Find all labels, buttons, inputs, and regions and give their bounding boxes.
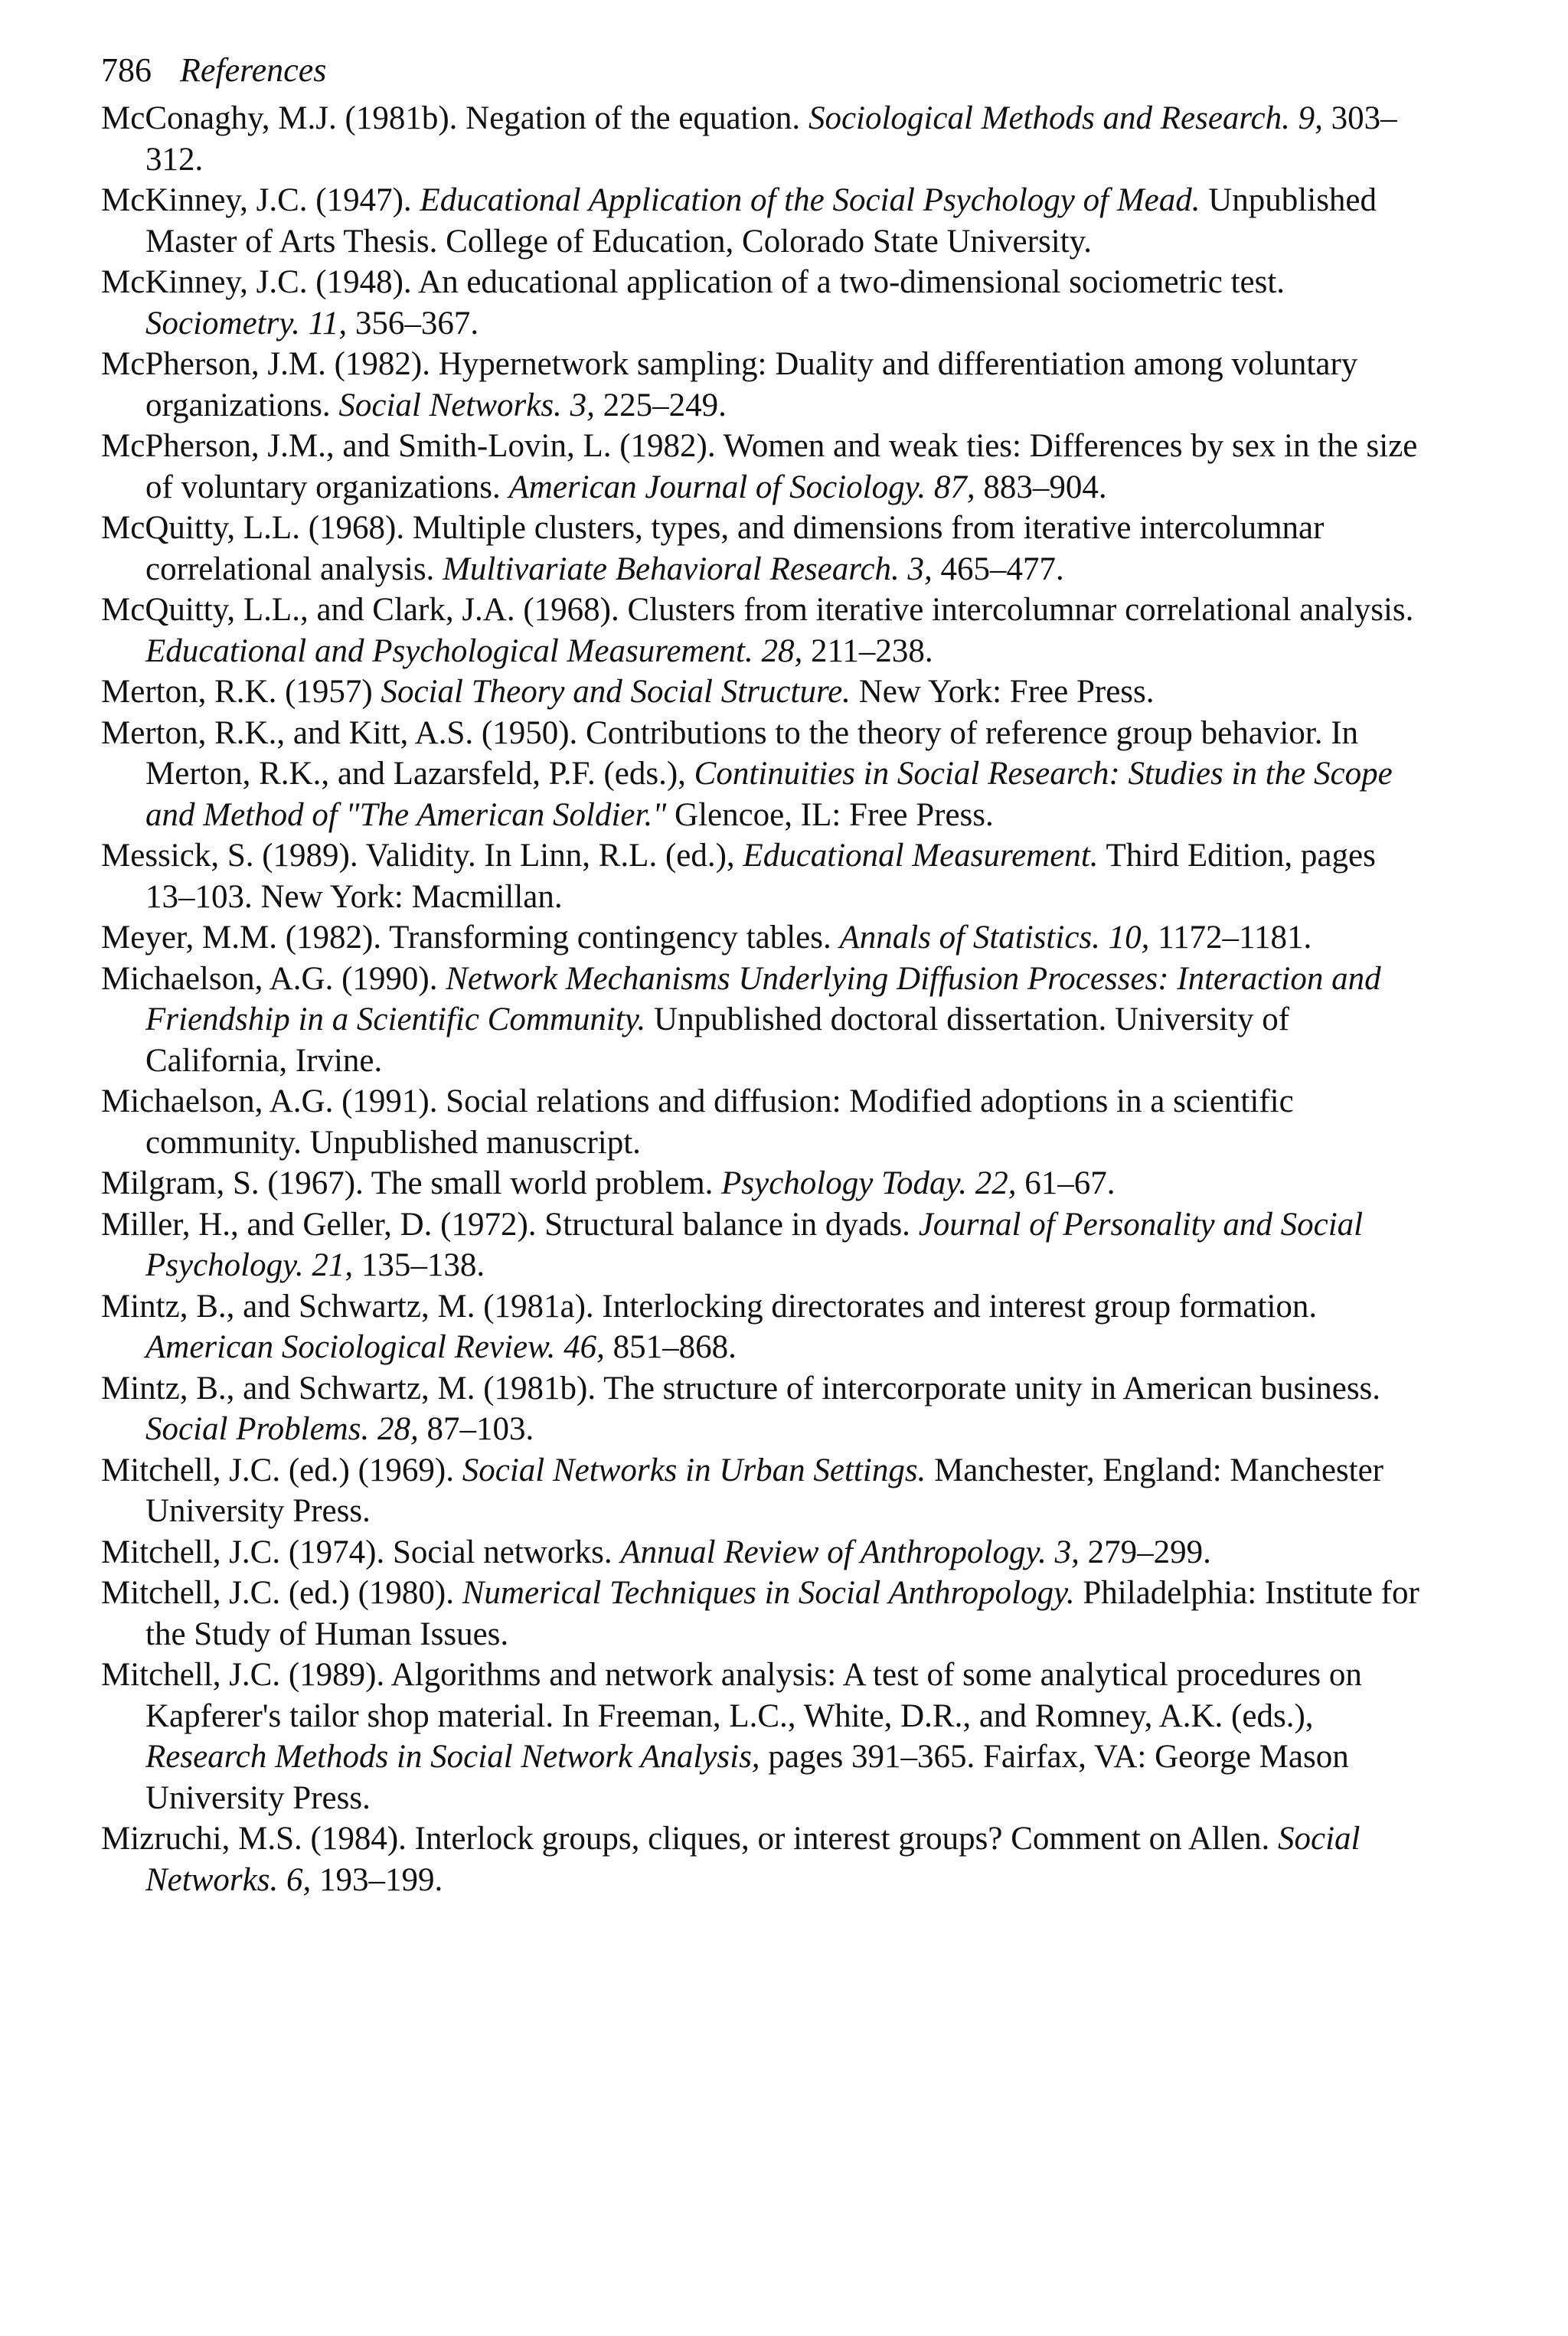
reference-entry	[101, 671, 1433, 713]
reference-italic-text: Research Methods in Social Network Analysis,	[145, 1739, 760, 1775]
reference-italic-text: Social Networks in Urban Settings.	[462, 1452, 926, 1488]
reference-text: Mintz, B., and Schwartz, M. (1981b). The structure of intercorporate unity in American business.	[101, 1370, 1381, 1407]
reference-text: 61–67.	[1016, 1165, 1116, 1201]
reference-text: Mitchell, J.C. (1974). Social networks.	[101, 1534, 621, 1570]
reference-italic-text: Sociological Methods and Research.	[808, 100, 1290, 136]
reference-text	[753, 633, 762, 669]
reference-italic-text: 11,	[308, 305, 348, 341]
page-header	[101, 47, 1433, 98]
reference-entry	[101, 1573, 1433, 1655]
reference-italic-text: Educational Measurement.	[743, 838, 1099, 874]
reference-italic-text: 87,	[933, 469, 975, 505]
reference-text: McKinney, J.C. (1948). An educational application of a two-dimensional sociometric test.	[101, 264, 1285, 300]
reference-entry	[101, 1450, 1433, 1532]
reference-text: 1172–1181.	[1149, 920, 1312, 956]
reference-text: 193–199.	[311, 1861, 443, 1898]
reference-italic-text: Educational and Psychological Measurement.	[145, 632, 753, 669]
reference-italic-text: American Sociological Review.	[145, 1329, 556, 1365]
reference-italic-text: 3,	[907, 551, 933, 587]
reference-entry	[101, 1655, 1433, 1818]
reference-text: McKinney, J.C. (1947).	[101, 182, 420, 218]
reference-entry	[101, 344, 1433, 426]
reference-text: 465–477.	[932, 551, 1064, 587]
reference-text: Mitchell, J.C. (1989). Algorithms and network analysis: A test of some analytical procedures on Kapferer's tailor shop material. In Freeman, L.C., White, D.R., and Romney, A.K. (eds.),	[101, 1657, 1362, 1734]
reference-italic-text: Educational Application of the Social Psychology of Mead.	[420, 182, 1200, 218]
reference-italic-text: Annual Review of Anthropology.	[620, 1534, 1047, 1570]
reference-italic-text: Network Mechanisms Underlying Diffusion Processes: Interaction and Friendship in a Scientific Community.	[145, 960, 1381, 1037]
reference-entry	[101, 508, 1433, 590]
reference-entry	[101, 98, 1433, 180]
reference-text: McPherson, J.M., and Smith-Lovin, L. (1982). Women and weak ties: Differences by sex in the size of voluntary organizations.	[101, 428, 1418, 505]
reference-entry	[101, 1204, 1433, 1286]
reference-text: Manchester, England: Manchester University Press.	[145, 1452, 1383, 1529]
reference-italic-text: Sociometry.	[145, 305, 300, 341]
reference-text: pages 391–365. Fairfax, VA: George Mason University Press.	[145, 1739, 1349, 1816]
reference-italic-text: American Journal of Sociology.	[508, 469, 926, 505]
reference-italic-text: 21,	[312, 1247, 354, 1283]
reference-text: Michaelson, A.G. (1990).	[101, 960, 446, 997]
reference-italic-text: 22,	[975, 1165, 1017, 1201]
reference-entry	[101, 1163, 1433, 1204]
page-number: 786	[101, 51, 152, 89]
reference-text	[967, 1165, 975, 1201]
reference-italic-text: Psychology Today.	[721, 1165, 968, 1201]
reference-text	[926, 469, 934, 505]
reference-text	[555, 1329, 564, 1365]
reference-italic-text: 3,	[1054, 1534, 1080, 1570]
reference-entry	[101, 917, 1433, 959]
reference-italic-text: Annals of Statistics.	[839, 920, 1100, 956]
reference-text: 135–138.	[353, 1247, 485, 1283]
reference-text	[300, 305, 309, 341]
reference-text: 303–312.	[145, 100, 1397, 178]
reference-text: Glencoe, IL: Free Press.	[666, 796, 994, 833]
reference-entry	[101, 1532, 1433, 1573]
reference-italic-text: Social Networks.	[145, 1821, 1361, 1898]
reference-text: Mitchell, J.C. (ed.) (1969).	[101, 1452, 462, 1488]
reference-entry	[101, 590, 1433, 671]
reference-text: Milgram, S. (1967). The small world problem.	[101, 1165, 722, 1201]
reference-text: 279–299.	[1079, 1534, 1211, 1570]
reference-text	[562, 387, 570, 423]
reference-text: Mintz, B., and Schwartz, M. (1981a). Interlocking directorates and interest group formation.	[101, 1288, 1318, 1325]
reference-italic-text: Journal of Personality and Social Psychology.	[145, 1206, 1364, 1283]
reference-text: Philadelphia: Institute for the Study of Human Issues.	[145, 1575, 1419, 1652]
reference-entry	[101, 262, 1433, 344]
reference-italic-text: Social Problems.	[145, 1411, 370, 1447]
reference-text: Meyer, M.M. (1982). Transforming contingency tables.	[101, 920, 840, 956]
reference-italic-text: Multivariate Behavioral Research.	[443, 551, 900, 587]
running-title: References	[180, 51, 327, 89]
reference-entry	[101, 180, 1433, 262]
reference-italic-text: Numerical Techniques in Social Anthropology.	[462, 1575, 1075, 1611]
reference-entry	[101, 1081, 1433, 1163]
reference-text: Unpublished Master of Arts Thesis. College of Education, Colorado State University.	[145, 182, 1377, 260]
reference-italic-text: 28,	[377, 1411, 419, 1447]
reference-italic-text: 46,	[564, 1329, 605, 1365]
reference-text: Michaelson, A.G. (1991). Social relations and diffusion: Modified adoptions in a scientific community. Unpublished manuscript.	[101, 1083, 1294, 1161]
reference-text: Messick, S. (1989). Validity. In Linn, R.L. (ed.),	[101, 838, 743, 874]
reference-italic-text: 28,	[761, 632, 803, 669]
reference-text: 883–904.	[975, 469, 1107, 505]
reference-entry	[101, 426, 1433, 508]
reference-entry	[101, 1368, 1433, 1450]
reference-italic-text: 10,	[1108, 920, 1150, 956]
reference-entry	[101, 1286, 1433, 1368]
reference-text	[1290, 100, 1298, 136]
reference-italic-text: Social Theory and Social Structure.	[381, 674, 851, 710]
reference-entry	[101, 959, 1433, 1082]
reference-text	[1047, 1534, 1055, 1570]
reference-text	[304, 1247, 312, 1283]
reference-italic-text: 6,	[286, 1861, 312, 1898]
reference-entry	[101, 1818, 1433, 1900]
reference-italic-text: 9,	[1298, 100, 1323, 136]
reference-text: McConaghy, M.J. (1981b). Negation of the equation.	[101, 100, 808, 136]
reference-italic-text: Continuities in Social Research: Studies in the Scope and Method of "The American Soldier."	[145, 756, 1393, 833]
reference-text: 211–238.	[802, 632, 933, 669]
reference-text: McQuitty, L.L., and Clark, J.A. (1968). Clusters from iterative intercolumnar correlational analysis.	[101, 592, 1414, 628]
reference-text: 87–103.	[418, 1411, 534, 1447]
reference-text: Mitchell, J.C. (ed.) (1980).	[101, 1575, 462, 1611]
reference-text: New York: Free Press.	[850, 674, 1155, 710]
reference-text	[278, 1862, 286, 1898]
reference-text: McPherson, J.M. (1982). Hypernetwork sampling: Duality and differentiation among voluntary organizations.	[101, 346, 1358, 423]
reference-text: Unpublished doctoral dissertation. University of California, Irvine.	[145, 1001, 1290, 1079]
reference-text	[369, 1411, 377, 1447]
reference-text: 225–249.	[594, 387, 727, 423]
reference-text	[900, 551, 908, 587]
reference-list	[101, 98, 1433, 1900]
reference-text: 851–868.	[604, 1329, 737, 1365]
reference-italic-text: Social Networks.	[338, 387, 562, 423]
reference-text: 356–367.	[347, 305, 479, 341]
reference-text: Merton, R.K., and Kitt, A.S. (1950). Contributions to the theory of reference group behavior. In Merton, R.K., and Lazarsfeld, P.F. (eds.),	[101, 714, 1359, 792]
reference-italic-text: 3,	[570, 387, 595, 423]
reference-page	[101, 47, 1433, 1900]
reference-entry	[101, 713, 1433, 836]
reference-text: Third Edition, pages 13–103. New York: Macmillan.	[145, 838, 1376, 915]
reference-text: Merton, R.K. (1957)	[101, 674, 381, 710]
reference-text	[1100, 920, 1109, 956]
reference-text: Mizruchi, M.S. (1984). Interlock groups, cliques, or interest groups? Comment on Allen.	[101, 1821, 1278, 1857]
reference-entry	[101, 835, 1433, 917]
reference-text: McQuitty, L.L. (1968). Multiple clusters, types, and dimensions from iterative intercolumnar correlational analysis.	[101, 510, 1325, 587]
reference-text: Miller, H., and Geller, D. (1972). Structural balance in dyads.	[101, 1206, 919, 1243]
